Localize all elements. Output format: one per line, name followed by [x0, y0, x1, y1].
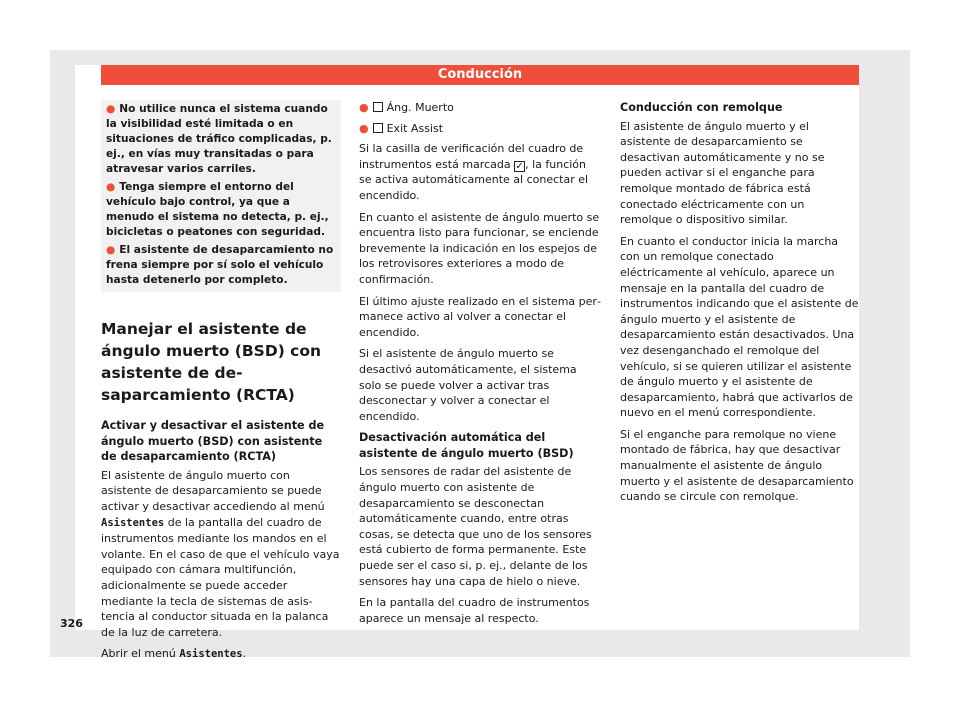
bullet-icon: ●: [359, 101, 369, 114]
page-number: 326: [60, 617, 83, 630]
column-3: [620, 100, 860, 511]
checkbox-icon: [373, 123, 383, 133]
bullet-icon: ●: [359, 121, 369, 135]
paragraph: Los sensores de radar del asistente de ángulo muerto con asistente de desaparcamiento se desconectan automáticamente cuando, entre otras cosas, se detecta que uno de los sensores está cubierto de forma permanente. Este puede ser el caso si, p. ej., delante de los sensores hay una capa de hielo o nieve.: [359, 465, 592, 588]
paragraph: Si el asistente de ángulo muerto se desactivó automáticamente, el sistema solo se puede volver a activar tras desconectar y volver a conectar el encendido.: [359, 347, 577, 423]
menu-name: Asistentes: [179, 648, 243, 661]
warning-item: ● El asistente de desaparcamiento no frena siempre por sí solo el vehículo hasta detenerlo por completo.: [106, 244, 334, 286]
checkbox-checked-icon: ✓: [515, 160, 524, 172]
option-item: ● Exit Assist: [359, 121, 444, 135]
bullet-icon: ●: [106, 244, 116, 256]
option-item: ● Áng. Muerto: [359, 101, 454, 114]
paragraph: En cuanto el conductor inicia la marcha con un remolque conectado eléctricamente al vehículo, aparece un mensaje en la pantalla del cuadro de instrumentos indicando que el asistente de ángulo muerto y el asistente de desaparcamiento están desactivados. Una vez desenganchado el remolque del vehículo, si se quieren utilizar el asistente de ángulo muerto y el asistente de desaparcamiento, habrá que activarlos de nuevo en el menú correspondiente.: [620, 234, 859, 420]
page-header: Conducción: [101, 65, 859, 85]
warning-item: ● Tenga siempre el entorno del vehículo bajo control, ya que a menudo el sistema no detecta, p. ej., bicicletas o peatones con seguridad.: [106, 181, 329, 238]
paragraph: Si la casilla de verificación del cuadro de instrumentos está marcada ✓, la función se activa automáticamente al conectar el encendido.: [359, 142, 589, 202]
paragraph: El último ajuste realizado en el sistema permanece activo al volver a conectar el encendido.: [359, 294, 601, 339]
paragraph: El asistente de ángulo muerto con asistente de desaparcamiento se puede activar y desactivar accediendo al menú Asistentes de la pantalla del cuadro de instrumentos mediante los mandos en el volante. En el caso de que el vehículo vaya equipado con cámara multifunción, adicionalmente se puede acceder mediante la tecla de sistemas de asistencia al conductor situada en la palanca de la luz de carretera.: [101, 468, 340, 639]
section-title: Manejar el asistente de ángulo muerto (BSD) con asistente de desaparcamiento (RCTA): [101, 320, 322, 404]
subsection-heading: Activar y desactivar el asistente de ángulo muerto (BSD) con asistente de desaparcamiento (RCTA): [101, 419, 325, 464]
paragraph: El asistente de ángulo muerto y el asistente de desaparcamiento se desactivan automáticamente y no se pueden activar si el enganche para remolque montado de fábrica está conectado eléctricamente con un remolque o dispositivo similar.: [620, 119, 825, 227]
checkbox-icon: [373, 102, 383, 112]
column-2: [359, 100, 601, 632]
column-1: [101, 100, 341, 669]
bullet-icon: ●: [106, 181, 116, 193]
paragraph: Si el enganche para remolque no viene montado de fábrica, hay que desactivar manualmente el asistente de ángulo muerto y el asistente de desaparcamiento cuando se circule con remolque.: [620, 427, 854, 504]
warning-box: [101, 100, 341, 292]
paragraph: Abrir el menú Asistentes.: [101, 647, 247, 661]
menu-name: Asistentes: [101, 516, 165, 529]
bullet-icon: ●: [106, 103, 116, 115]
subsection-heading: Conducción con remolque: [620, 101, 783, 114]
warning-item: ● No utilice nunca el sistema cuando la visibilidad esté limitada o en situaciones de tráfico complicadas, p. ej., en vías muy transitadas o para atravesar varios carriles.: [106, 103, 332, 175]
paragraph: En cuanto el asistente de ángulo muerto se encuentra listo para funcionar, se enciende brevemente la indicación en los espejos de los retrovisores exteriores a modo de confirmación.: [359, 210, 600, 286]
paragraph: En la pantalla del cuadro de instrumentos aparece un mensaje al respecto.: [359, 596, 590, 625]
subsection-heading: Desactivación automática del asistente de ángulo muerto (BSD): [359, 431, 574, 460]
